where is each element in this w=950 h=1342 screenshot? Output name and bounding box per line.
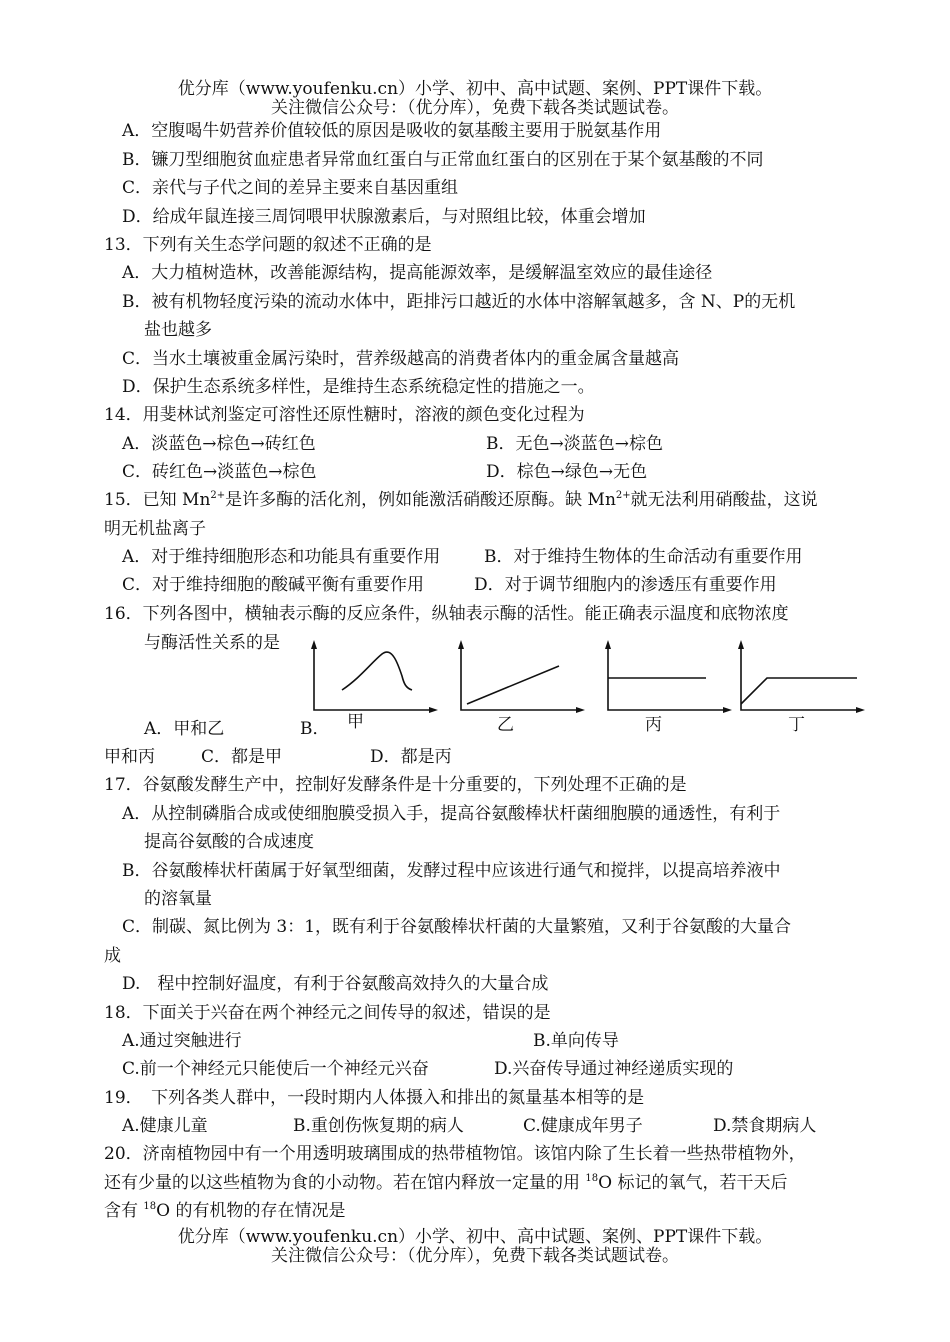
q14-stem: 14．用斐林试剂鉴定可溶性还原性糖时，溶液的颜色变化过程为: [104, 405, 585, 425]
q14-option-c: C．砖红色→淡蓝色→棕色: [122, 462, 317, 482]
q18-option-d: D.兴奋传导通过神经递质实现的: [494, 1059, 734, 1079]
graph-jia: [308, 640, 440, 718]
graph-jia-label: 甲: [347, 712, 364, 732]
q13-option-b-line-2: 盐也越多: [144, 320, 212, 340]
q13-option-a: A．大力植树造林，改善能源结构，提高能源效率，是缓解温室效应的最佳途径: [122, 263, 713, 283]
q19-option-b: B.重创伤恢复期的病人: [293, 1116, 464, 1136]
graph-yi-y-arrow: [458, 640, 464, 649]
graph-ding-line: [741, 678, 857, 704]
graph-yi: [455, 640, 587, 718]
q15-option-c: C．对于维持细胞的酸碱平衡有重要作用: [122, 575, 425, 595]
graph-yi-axes: [461, 646, 579, 710]
q17-option-d: D. 程中控制好温度，有利于谷氨酸高效持久的大量合成: [122, 974, 549, 994]
q19-stem: 19． 下列各类人群中，一段时期内人体摄入和排出的氮量基本相等的是: [104, 1088, 645, 1108]
graph-yi-line: [467, 666, 559, 704]
q20-line-2-part-2: O 标记的氧气，若干天后: [598, 1173, 788, 1193]
q13-option-d: D．保护生态系统多样性，是维持生态系统稳定性的措施之一。: [122, 377, 595, 397]
q16-option-d: D．都是丙: [370, 747, 452, 767]
q17-option-c-line-1: C．制碳、氮比例为 3：1，既有利于谷氨酸棒状杆菌的大量繁殖，又利于谷氨酸的大量合: [122, 917, 792, 937]
q16-option-a: A．甲和乙: [144, 719, 225, 739]
q20-line-2-part-1: 还有少量的以这些植物为食的小动物。若在馆内释放一定量的用: [104, 1173, 586, 1193]
q20-stem-line-2: [104, 1172, 787, 1194]
q20-stem-line-1: 20．济南植物园中有一个用透明玻璃围成的热带植物馆。该馆内除了生长着一些热带植物外，: [104, 1144, 806, 1164]
q18-stem: 18．下面关于兴奋在两个神经元之间传导的叙述，错误的是: [104, 1003, 551, 1023]
graph-jia-y-arrow: [311, 640, 317, 649]
q17-option-a-line-1: A．从控制磷脂合成或使细胞膜受损入手，提高谷氨酸棒状杆菌细胞膜的通透性，有利于: [122, 804, 781, 824]
q12-option-c: C．亲代与子代之间的差异主要来自基因重组: [122, 178, 459, 198]
q16-stem-line-2: 与酶活性关系的是: [144, 633, 280, 653]
q14-option-d: D．棕色→绿色→无色: [486, 462, 648, 482]
q17-option-a-line-2: 提高谷氨酸的合成速度: [144, 832, 314, 852]
q15-stem-line-2: 明无机盐离子: [104, 519, 206, 539]
q16-option-b: B．: [300, 719, 330, 739]
q13-option-c: C．当水土壤被重金属污染时，营养级越高的消费者体内的重金属含量越高: [122, 349, 680, 369]
graph-yi-x-arrow: [576, 707, 585, 713]
q18-option-b: B.单向传导: [533, 1031, 619, 1051]
q15-superscript-2: 2+: [615, 490, 631, 501]
q19-option-c: C.健康成年男子: [523, 1116, 643, 1136]
graph-ding-x-arrow: [856, 707, 865, 713]
q20-superscript-1: 18: [585, 1173, 599, 1184]
q15-option-d: D．对于调节细胞内的渗透压有重要作用: [474, 575, 777, 595]
q19-option-d: D.禁食期病人: [713, 1116, 817, 1136]
q15-stem-part-2: 是许多酶的活化剂，例如能激活硝酸还原酶。缺 Mn: [225, 490, 616, 510]
q18-option-c: C.前一个神经元只能使后一个神经元兴奋: [122, 1059, 429, 1079]
q14-option-a: A．淡蓝色→棕色→砖红色: [122, 434, 316, 454]
q15-superscript-1: 2+: [210, 490, 226, 501]
footer-line-1: 优分库（www.youfenku.cn）小学、初中、高中试题、案例、PPT课件下载。: [177, 1227, 773, 1247]
q20-line-3-part-1: 含有: [104, 1201, 144, 1221]
header-line-1: 优分库（www.youfenku.cn）小学、初中、高中试题、案例、PPT课件下载。: [177, 79, 773, 99]
graph-bing-y-arrow: [605, 640, 611, 649]
graph-jia-x-arrow: [429, 707, 438, 713]
graph-bing-x-arrow: [723, 707, 732, 713]
q19-option-a: A.健康儿童: [122, 1116, 208, 1136]
graph-bing: [602, 640, 734, 718]
q20-line-3-part-2: O 的有机物的存在情况是: [156, 1201, 346, 1221]
footer-line-2: 关注微信公众号：（优分库），免费下载各类试题试卷。: [271, 1246, 679, 1266]
q13-option-b-line-1: B．被有机物轻度污染的流动水体中，距排污口越近的水体中溶解氧越多，含 N、P的无机: [122, 292, 796, 312]
q12-option-d: D．给成年鼠连接三周饲喂甲状腺激素后，与对照组比较，体重会增加: [122, 207, 646, 227]
q12-option-a: A．空腹喝牛奶营养价值较低的原因是吸收的氨基酸主要用于脱氨基作用: [122, 121, 662, 141]
q18-option-a: A.通过突触进行: [122, 1031, 242, 1051]
q16-option-b-cont: 甲和丙: [104, 747, 155, 767]
graph-jia-axes: [314, 646, 432, 710]
q17-option-b-line-1: B．谷氨酸棒状杆菌属于好氧型细菌，发酵过程中应该进行通气和搅拌，以提高培养液中: [122, 861, 781, 881]
q14-option-b: B．无色→淡蓝色→棕色: [486, 434, 663, 454]
graph-ding-label: 丁: [788, 715, 805, 735]
q16-option-c: C．都是甲: [201, 747, 283, 767]
graph-yi-label: 乙: [497, 715, 514, 735]
q15-stem-part-3: 就无法利用硝酸盐，这说: [630, 490, 818, 510]
q15-option-a: A．对于维持细胞形态和功能具有重要作用: [122, 547, 441, 567]
q20-superscript-2: 18: [143, 1201, 157, 1212]
q17-option-c-line-2: 成: [104, 946, 121, 966]
header-line-2: 关注微信公众号：（优分库），免费下载各类试题试卷。: [271, 98, 679, 118]
q12-option-b: B．镰刀型细胞贫血症患者异常血红蛋白与正常血红蛋白的区别在于某个氨基酸的不同: [122, 150, 764, 170]
q13-stem: 13．下列有关生态学问题的叙述不正确的是: [104, 235, 432, 255]
q15-option-b: B．对于维持生物体的生命活动有重要作用: [484, 547, 803, 567]
q15-stem-part-1: 15．已知 Mn: [104, 490, 211, 510]
graph-ding-y-arrow: [738, 640, 744, 649]
q17-stem: 17．谷氨酸发酵生产中，控制好发酵条件是十分重要的，下列处理不正确的是: [104, 775, 687, 795]
graph-jia-curve: [342, 652, 412, 690]
q15-stem: [104, 489, 818, 511]
q17-option-b-line-2: 的溶氧量: [144, 889, 212, 909]
q16-stem: 16．下列各图中，横轴表示酶的反应条件，纵轴表示酶的活性。能正确表示温度和底物浓度: [104, 604, 789, 624]
q20-stem-line-3: [104, 1200, 345, 1222]
graph-ding: [735, 640, 867, 718]
graph-bing-label: 丙: [645, 715, 662, 735]
